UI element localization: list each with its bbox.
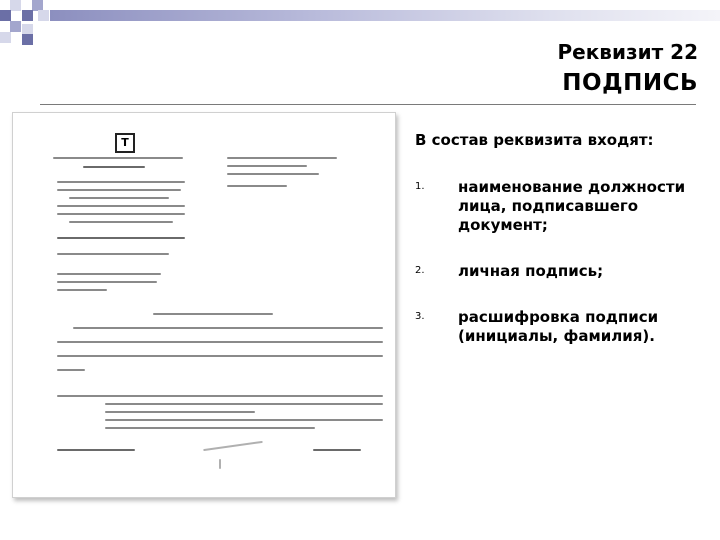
doc-text-line <box>57 237 185 239</box>
doc-text-line <box>153 313 273 315</box>
doc-text-line <box>227 165 307 167</box>
doc-text-line <box>57 189 181 191</box>
doc-text-line <box>57 213 185 215</box>
doc-text-line <box>105 411 255 413</box>
list-item-number: 1. <box>415 181 425 192</box>
decor-tile <box>10 0 21 11</box>
list-item-text: расшифровка подписи (инициалы, фамилия). <box>458 308 659 345</box>
doc-text-line <box>57 253 169 255</box>
list-item-number: 3. <box>415 311 425 322</box>
doc-text-line <box>227 173 319 175</box>
doc-signature-name <box>313 449 361 451</box>
doc-text-line <box>105 419 383 421</box>
doc-text-line <box>69 197 169 199</box>
doc-text-line <box>105 403 383 405</box>
requisite-intro: В состав реквизита входят: <box>415 131 654 149</box>
doc-text-line <box>57 355 383 357</box>
doc-text-line <box>57 205 185 207</box>
doc-text-line <box>57 289 107 291</box>
decor-tile <box>0 32 11 43</box>
doc-text-line <box>83 166 145 168</box>
doc-text-line <box>73 327 383 329</box>
header-band <box>50 10 720 21</box>
doc-text-line <box>57 341 383 343</box>
doc-text-line <box>57 395 383 397</box>
doc-signature-position <box>57 449 135 451</box>
decor-tile <box>22 10 33 21</box>
doc-text-line <box>53 157 183 159</box>
company-logo: T <box>115 133 135 153</box>
sample-document-image <box>12 112 396 498</box>
doc-text-line <box>57 273 161 275</box>
doc-text-line <box>69 221 173 223</box>
doc-text-line <box>105 427 315 429</box>
decor-tile <box>10 21 21 32</box>
decor-tile <box>38 10 49 21</box>
doc-text-line <box>57 181 185 183</box>
slide-title: Реквизит 22 <box>557 40 698 64</box>
decor-tile <box>0 10 11 21</box>
list-item-text: наименование должности лица, подписавшего документ; <box>458 178 686 234</box>
doc-text-line <box>57 281 157 283</box>
title-divider <box>40 104 696 105</box>
doc-text-line <box>227 185 287 187</box>
list-item-number: 2. <box>415 265 425 276</box>
doc-handwritten-signature <box>203 441 263 451</box>
list-item-text: личная подпись; <box>458 262 604 280</box>
doc-text-line <box>219 459 221 469</box>
doc-text-line <box>57 369 85 371</box>
doc-text-line <box>227 157 337 159</box>
decor-tile <box>22 34 33 45</box>
slide-subtitle: ПОДПИСЬ <box>562 70 698 96</box>
